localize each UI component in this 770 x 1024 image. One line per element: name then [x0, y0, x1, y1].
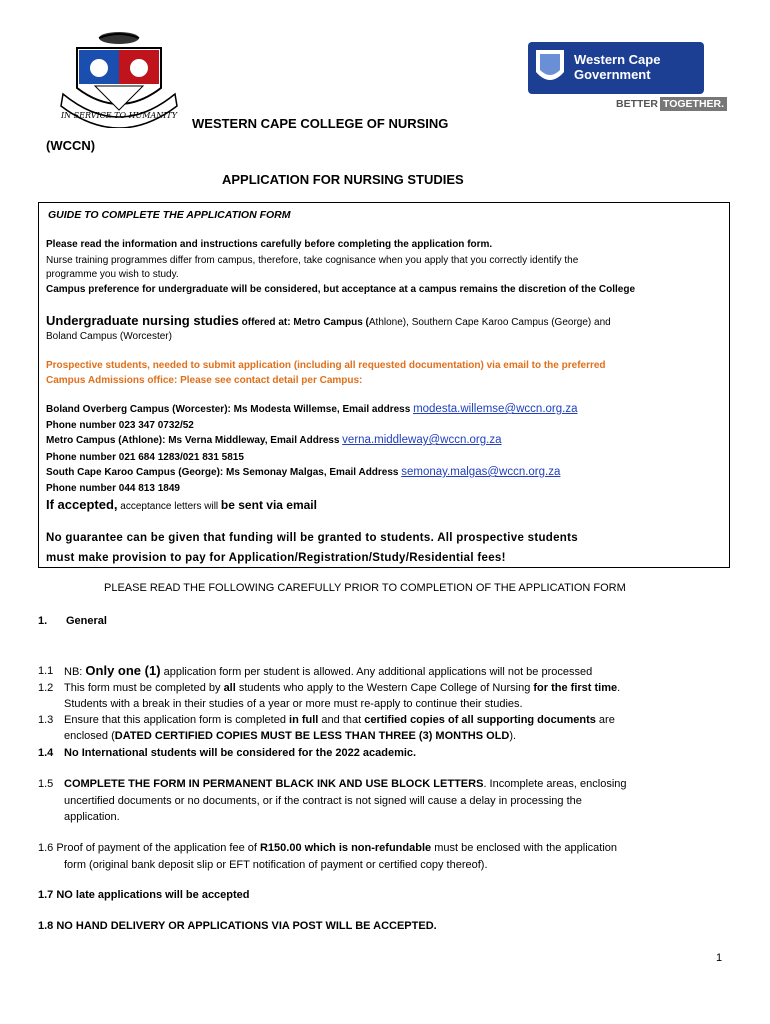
item-1-7: 1.7 NO late applications will be accepted: [38, 889, 250, 901]
item-1-4: No International students will be considered for the 2022 academic.: [64, 747, 417, 759]
tagline-better: BETTER: [616, 98, 658, 110]
i15-a: COMPLETE THE FORM IN PERMANENT BLACK INK AND USE BLOCK LETTERS: [64, 778, 484, 790]
item-1-5-line3: application.: [64, 811, 120, 823]
contact-metro: [46, 434, 502, 447]
i12-e: .: [617, 682, 621, 694]
guarantee-line1: No guarantee can be given that funding will be granted to students. All prospective students: [46, 532, 578, 544]
item-1-8: 1.8 NO HAND DELIVERY OR APPLICATIONS VIA POST WILL BE ACCEPTED.: [38, 920, 437, 932]
ug-rest-bold: offered at: Metro Campus (: [238, 317, 369, 328]
item-1-2: [64, 680, 620, 696]
please-read-heading: PLEASE READ THE FOLLOWING CAREFULLY PRIOR TO COMPLETION OF THE APPLICATION FORM: [104, 582, 626, 594]
western-cape-government-logo: [528, 40, 730, 116]
i16-c: must be enclosed with the application: [431, 842, 618, 854]
orange-line1: Prospective students, needed to submit application (including all requested documentation) via email to the preferred: [46, 360, 606, 371]
i15-b: . Incomplete areas, enclosing: [483, 778, 627, 790]
ug-bold: Undergraduate nursing studies: [46, 313, 239, 328]
email-link-boland[interactable]: modesta.willemse@wccn.org.za: [413, 403, 578, 415]
contact-metro-text: Metro Campus (Athlone): Ms Verna Middleway, Email Address: [46, 435, 343, 446]
guide-p1: [46, 238, 492, 251]
i12-a: This form must be completed by: [64, 682, 224, 694]
ug-line1: [46, 313, 611, 328]
i13-g: DATED CERTIFIED COPIES MUST BE LESS THAN THREE (3) MONTHS OLD: [114, 730, 510, 742]
i13-h: ).: [509, 730, 517, 742]
guarantee-line2: must make provision to pay for Application/Registration/Study/Residential fees!: [46, 552, 506, 564]
item-1-6-line2: form (original bank deposit slip or EFT notification of payment or certified copy thereof).: [64, 859, 488, 871]
wcg-name-line1: Western Cape: [574, 52, 661, 67]
i13-f: enclosed (: [64, 730, 115, 742]
form-title: APPLICATION FOR NURSING STUDIES: [222, 172, 464, 187]
item-1-3-num: 1.3: [38, 714, 54, 726]
i12-b: all: [223, 682, 236, 694]
svg-text:IN SERVICE TO HUMANITY: IN SERVICE TO HUMANITY: [60, 111, 178, 120]
i13-a: Ensure that this application form is completed: [64, 714, 290, 726]
accepted-b: acceptance letters will: [117, 501, 221, 512]
section-number: 1.: [38, 615, 48, 627]
wcg-name-line2: Government: [574, 67, 651, 82]
ug-rest: Athlone), Southern Cape Karoo Campus (George) and: [368, 317, 611, 328]
email-link-southcape[interactable]: semonay.malgas@wccn.org.za: [401, 466, 561, 478]
i16-b: R150.00 which is non-refundable: [259, 842, 432, 854]
wcg-tagline: [616, 96, 727, 112]
i11-b: Only one (1): [85, 663, 161, 678]
item-1-3: [64, 712, 615, 728]
item-1-6: [38, 840, 617, 856]
college-name: WESTERN CAPE COLLEGE OF NURSING: [192, 116, 449, 131]
guide-title: GUIDE TO COMPLETE THE APPLICATION FORM: [48, 209, 291, 221]
accepted-a: If accepted,: [46, 497, 118, 512]
ug-line2: Boland Campus (Worcester): [46, 331, 172, 342]
accepted-line: [46, 497, 317, 512]
guide-p2b: programme you wish to study.: [46, 269, 179, 280]
contact-southcape-text: South Cape Karoo Campus (George): Ms Semonay Malgas, Email Address: [46, 467, 402, 478]
phone-boland: Phone number 023 347 0732/52: [46, 420, 194, 431]
i11-a: NB:: [64, 666, 86, 678]
i12-d: for the first time: [533, 682, 618, 694]
i13-b: in full: [289, 714, 319, 726]
item-1-2-num: 1.2: [38, 682, 54, 694]
item-1-1-num: 1.1: [38, 665, 54, 677]
coat-of-arms-icon: [532, 46, 568, 90]
contact-boland-text: Boland Overberg Campus (Worcester): Ms Modesta Willemse, Email address: [46, 404, 414, 415]
orange-line2: Campus Admissions office: Please see contact detail per Campus:: [46, 375, 363, 386]
i13-c: and that: [318, 714, 365, 726]
college-abbr: (WCCN): [46, 138, 96, 153]
item-1-5: [64, 776, 627, 792]
i13-d: certified copies of all supporting documents: [364, 714, 596, 726]
tagline-together: TOGETHER.: [660, 97, 727, 111]
item-1-5-num: 1.5: [38, 778, 54, 790]
accepted-c: be sent via email: [220, 498, 317, 512]
guide-p2a: Nurse training programmes differ from campus, therefore, take cognisance when you apply that you correctly identify the: [46, 255, 579, 266]
item-1-5-line2: uncertified documents or no documents, or if the contract is not signed will cause a delay in processing the: [64, 795, 582, 807]
college-crest-logo: [55, 28, 183, 128]
phone-metro: Phone number 021 684 1283/021 831 5815: [46, 452, 244, 463]
item-1-1: [64, 663, 592, 680]
section-title: General: [66, 615, 107, 627]
page-number: 1: [716, 952, 723, 964]
contact-boland: [46, 403, 578, 416]
email-link-metro[interactable]: verna.middleway@wccn.org.za: [342, 434, 502, 446]
item-1-2-line2: Students with a break in their studies of a year or more must re-apply to continue their studies.: [64, 698, 523, 710]
i13-e: are: [595, 714, 615, 726]
guide-p1-text: Please read the information and instructions carefully before completing the application form.: [46, 239, 493, 250]
item-1-4-num: 1.4: [38, 747, 54, 759]
contact-southcape: [46, 466, 560, 479]
i16-a: 1.6 Proof of payment of the application fee of: [38, 842, 260, 854]
i12-c: students who apply to the Western Cape College of Nursing: [235, 682, 534, 694]
guide-p3: Campus preference for undergraduate will be considered, but acceptance at a campus remains the discretion of the College: [46, 284, 636, 295]
i11-c: application form per student is allowed. Any additional applications will not be processed: [160, 666, 593, 678]
wcg-name: [574, 52, 660, 82]
phone-southcape: Phone number 044 813 1849: [46, 483, 180, 494]
item-1-3-line2: [64, 728, 516, 744]
